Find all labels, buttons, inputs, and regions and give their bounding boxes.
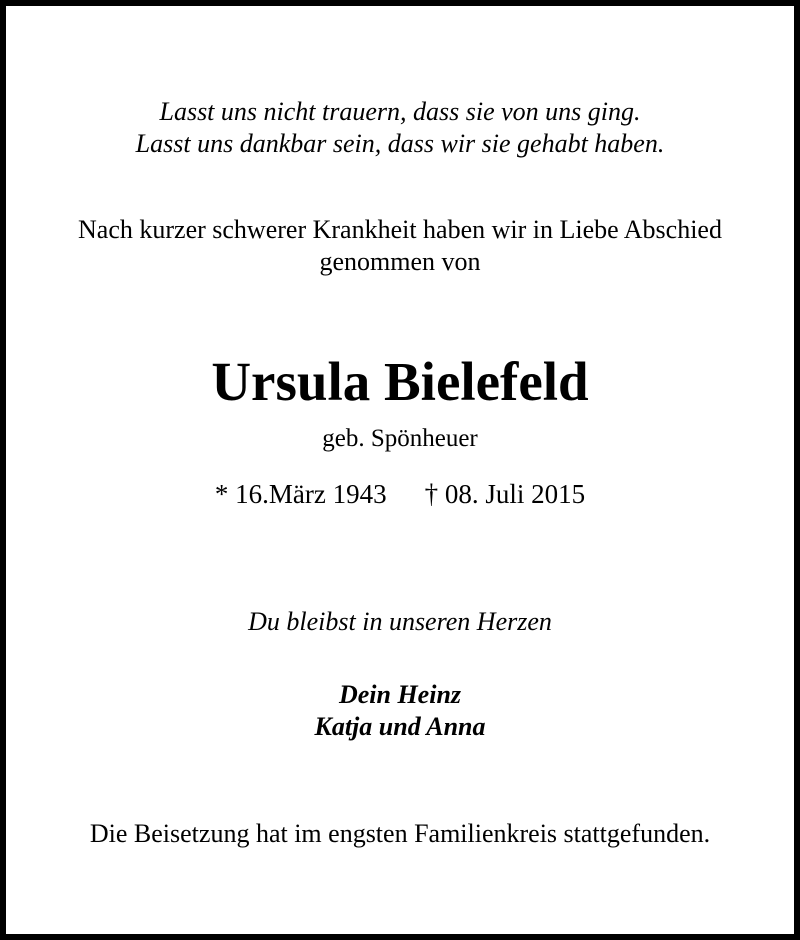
birth-name: geb. Spönheuer bbox=[322, 425, 478, 452]
deceased-name: Ursula Bielefeld bbox=[211, 351, 589, 412]
signer-line-2: Katja und Anna bbox=[314, 712, 486, 741]
intro-line-1: Nach kurzer schwerer Krankheit haben wir in Liebe Abschied bbox=[78, 215, 722, 244]
signer-line-1: Dein Heinz bbox=[338, 680, 462, 709]
funeral-notice: Die Beisetzung hat im engsten Familienkreis stattgefunden. bbox=[89, 819, 711, 848]
death-date: † 08. Juli 2015 bbox=[424, 479, 586, 509]
motto-line-1: Lasst uns nicht trauern, dass sie von uns ging. bbox=[159, 97, 641, 126]
life-dates bbox=[6, 478, 794, 510]
motto-line-2: Lasst uns dankbar sein, dass wir sie gehabt haben. bbox=[135, 129, 665, 158]
birth-date: * 16.März 1943 bbox=[214, 479, 387, 509]
farewell-line: Du bleibst in unseren Herzen bbox=[248, 607, 552, 636]
intro-line-2: genommen von bbox=[319, 247, 481, 276]
